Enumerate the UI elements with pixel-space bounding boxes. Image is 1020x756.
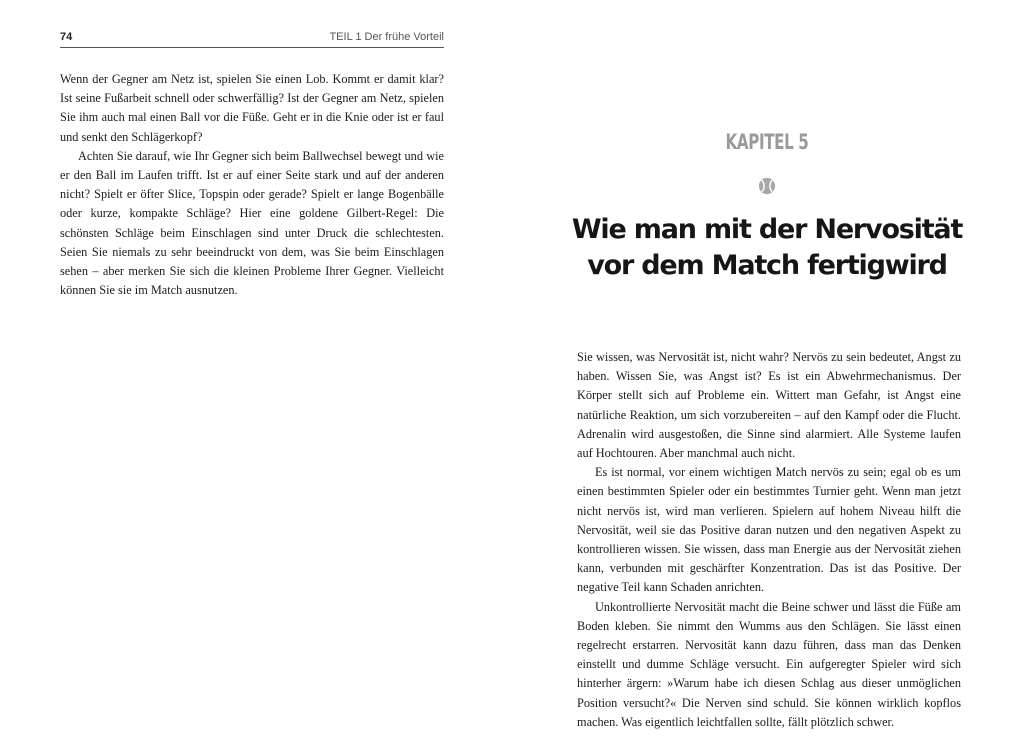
paragraph: Wenn der Gegner am Netz ist, spielen Sie einen Lob. Kommt er damit klar? Ist seine Fußarbeit schnell oder schwerfällig? Ist der Gegner am Netz, spielen Sie ihm auch mal einen Ball vor die Füße. Geht er in die Knie oder ist er faul und senkt den Schlägerkopf?	[60, 72, 444, 144]
page-number: 74	[60, 31, 73, 43]
running-head	[60, 31, 444, 48]
left-body-text	[60, 70, 444, 300]
running-title: TEIL 1 Der frühe Vorteil	[329, 31, 444, 43]
paragraph: Unkontrollierte Nervosität macht die Beine schwer und lässt die Füße am Boden kleben. Sie nimmt den Wumms aus den Schlägen. Sie lässt einen regelrecht erstarren. Nervosität kann dazu führen, dass man das Denken einstellt und dumme Schläge versucht. Ein aufgeregter Spieler wird sich hinterher ärgern: »Warum habe ich diesen Schlag aus dieser unmöglichen Position versucht?« Die Nerven sind schuld. Sie können wirklich kopflos machen. Was eigentlich leichtfallen sollte, fällt plötzlich schwer.	[577, 599, 961, 729]
chapter-label: KAPITEL 5	[725, 130, 809, 154]
paragraph: Es ist normal, vor einem wichtigen Match nervös zu sein; egal ob es um einen bestimmten Spieler oder ein bestimmtes Turnier geht. Wenn man jetzt nicht nervös ist, wird man verlieren. Spielern auf hohem Niveau hilft die Nervosität, weil sie das Positive daran nutzen und den negativen Aspekt zu kontrollieren wissen. Sie wissen, dass man Energie aus der Nervosität ziehen kann, verbunden mit geschärfter Konzentration. Das ist das Positive. Der negative Teil kann Schaden anrichten.	[577, 465, 961, 595]
tennis-ball-icon	[758, 177, 776, 195]
paragraph: Sie wissen, was Nervosität ist, nicht wahr? Nervös zu sein bedeutet, Angst zu haben. Wissen Sie, was Angst ist? Es ist ein Abwehrmechanismus. Der Körper stellt sich auf Probleme ein. Wittert man Gefahr, ist Angst eine natürliche Reaktion, um sich vorzubereiten – auf den Kampf oder die Flucht. Adrenalin wird ausgestoßen, die Sinne sind alarmiert. Alle Systeme laufen auf Hochtouren. Aber manchmal auch nicht.	[577, 350, 961, 461]
paragraph: Achten Sie darauf, wie Ihr Gegner sich beim Ballwechsel bewegt und wie er den Ball im Laufen trifft. Ist er auf einer Seite stark und auf der anderen nicht? Spielt er öfter Slice, Topspin oder gerade? Spielt er lange Bogenbälle oder kurze, kompakte Schläge? Hier eine goldene Gilbert-Regel: Die schönsten Schläge beim Einschlagen sind unter Druck die schlechtesten. Seien Sie niemals zu sehr beeindruckt von dem, was Sie beim Einschlagen sehen – aber merken Sie sich die kleinen Probleme Ihrer Gegner. Vielleicht können Sie sie im Match ausnutzen.	[60, 148, 444, 298]
right-body-text	[577, 348, 961, 732]
chapter-title: Wie man mit der Nervosität vor dem Match fertigwird	[571, 214, 963, 281]
right-page	[510, 0, 1020, 756]
